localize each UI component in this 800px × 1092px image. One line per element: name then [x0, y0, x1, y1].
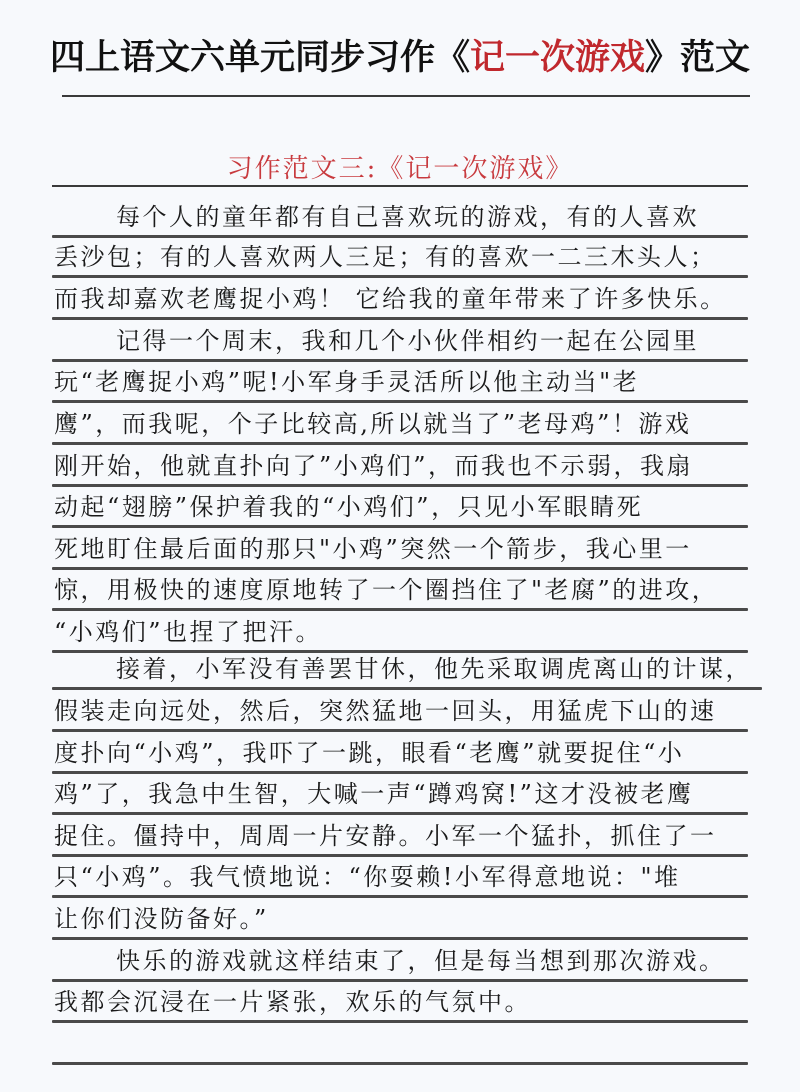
essay-line [52, 238, 748, 278]
subtitle-divider [52, 185, 748, 187]
essay-line [52, 942, 748, 982]
ruled-underline [52, 687, 762, 690]
essay-line-text: “小鸡们”也捏了把汗。 [54, 618, 323, 646]
ruled-underline [52, 359, 748, 362]
essay-line [52, 734, 748, 774]
essay-line-text: 捉住。僵持中，周周一片安静。小军一个猛扑，抓住了一 [54, 822, 717, 850]
essay-line-text: 动起“翅膀”保护着我的“小鸡们”，只见小军眼睛死 [54, 493, 644, 521]
essay-line [52, 650, 762, 690]
ruled-underline [52, 317, 748, 320]
ruled-underline [52, 484, 748, 487]
ruled-underline [52, 771, 748, 774]
essay-line-text: 每个人的童年都有自己喜欢玩的游戏，有的人喜欢 [116, 203, 699, 231]
essay-line [52, 447, 748, 487]
ruled-underline [52, 729, 748, 732]
ruled-underline [52, 979, 748, 982]
essay-line [52, 817, 748, 857]
section-subtitle: 习作范文三:《记一次游戏》 [226, 154, 574, 184]
essay-line [52, 900, 748, 940]
essay-line-text: 让你们没防备好。” [54, 905, 269, 933]
title-highlight: 记一次游戏 [469, 38, 645, 78]
essay-line [52, 1025, 748, 1065]
ruled-underline [52, 1062, 748, 1065]
ruled-underline [52, 608, 748, 611]
essay-line-text: 死地盯住最后面的那只"小鸡”突然一个箭步，我心里一 [54, 535, 692, 563]
ruled-underline [52, 525, 748, 528]
essay-line-text: 度扑向“小鸡”，我吓了一跳，眼看“老鹰”就要捉住“小 [54, 739, 685, 767]
essay-line-text: 惊，用极快的速度原地转了一个圈挡住了"老腐”的进攻， [54, 576, 719, 604]
ruled-underline [52, 812, 748, 815]
title-prefix: 四上语文六单元同步习作《 [49, 38, 470, 78]
essay-line-text: 玩“老鹰捉小鸡”呢!小军身手灵活所以他主动当"老 [54, 368, 640, 396]
essay-line [52, 530, 748, 570]
essay-line-text: 刚开始，他就直扑向了”小鸡们”，而我也不示弱，我扇 [54, 452, 694, 480]
essay-line-text: 快乐的游戏就这样结束了，但是每当想到那次游戏。 [116, 947, 726, 975]
essay-line [52, 613, 748, 653]
essay-line-text: 鹰”，而我呢，个子比较高,所以就当了”老母鸡”！游戏 [54, 410, 692, 438]
essay-line [52, 775, 748, 815]
essay-line-text: 我都会沉浸在一片紧张，欢乐的气氛中。 [54, 988, 531, 1016]
essay-line-text: 丢沙包；有的人喜欢两人三足；有的喜欢一二三木头人； [54, 243, 717, 271]
page-title [0, 30, 800, 80]
essay-line-text: 接着，小军没有善罢甘休，他先采取调虎离山的计谋， [116, 655, 752, 683]
essay-line [52, 692, 748, 732]
essay-line [52, 983, 748, 1023]
essay-line [52, 363, 748, 403]
essay-line-text: 假装走向远处，然后，突然猛地一回头，用猛虎下山的速 [54, 697, 717, 725]
ruled-underline [52, 895, 748, 898]
ruled-underline [52, 442, 748, 445]
essay-line [52, 858, 748, 898]
essay-line-text: 只“小鸡”。我气愤地说：“你耍赖!小军得意地说："堆 [54, 863, 681, 891]
ruled-underline [52, 937, 748, 940]
essay-line [52, 571, 748, 611]
essay-line [52, 322, 748, 362]
ruled-underline [52, 854, 748, 857]
essay-line [52, 488, 748, 528]
essay-line [52, 405, 748, 445]
essay-line-text: 记得一个周末，我和几个小伙伴相约一起在公园里 [116, 327, 699, 355]
title-suffix: 》范文 [645, 38, 751, 78]
essay-line [52, 280, 748, 320]
essay-line [52, 198, 748, 238]
ruled-underline [52, 567, 748, 570]
essay-line-text: 鸡”了，我急中生智，大喊一声“蹲鸡窝!”这才没被老鹰 [54, 780, 694, 808]
ruled-underline [52, 275, 748, 278]
essay-line-text: 而我却嘉欢老鹰捉小鸡！ 它给我的童年带来了许多快乐。 [54, 285, 727, 313]
ruled-underline [52, 400, 748, 403]
title-divider [62, 95, 750, 97]
ruled-underline [52, 1020, 748, 1023]
